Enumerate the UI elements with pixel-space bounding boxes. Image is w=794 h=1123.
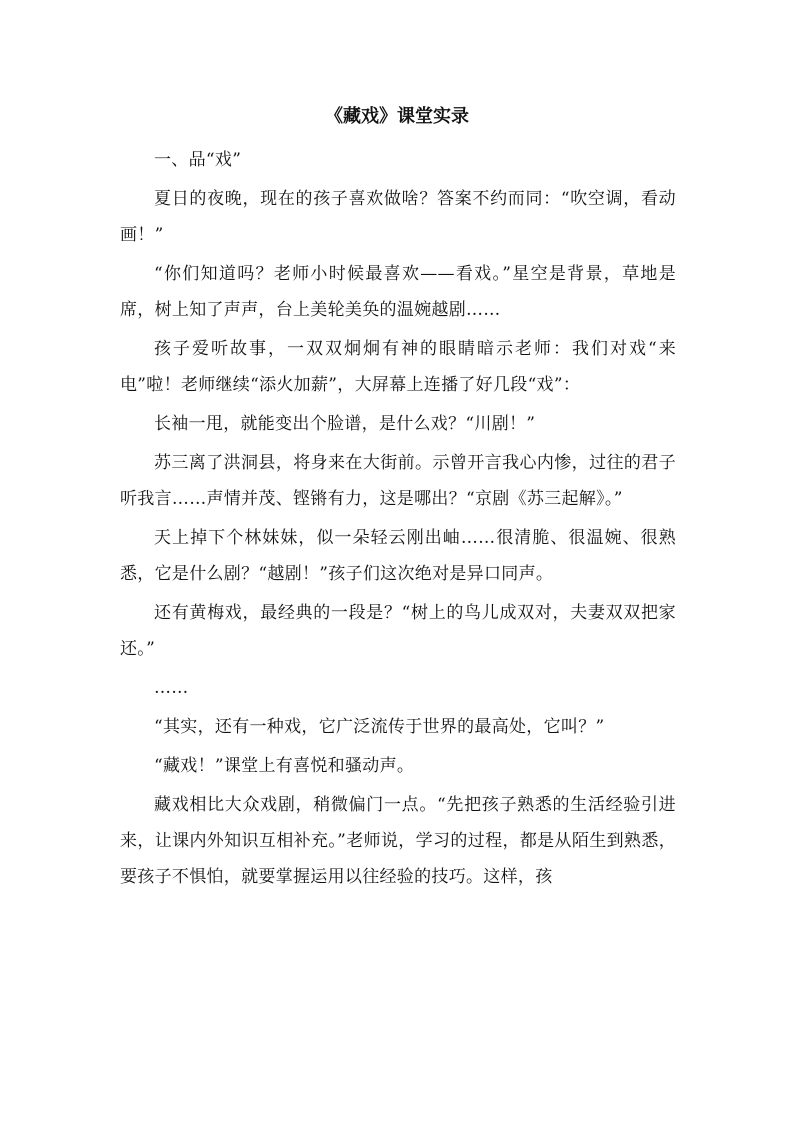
paragraph: 还有黄梅戏，最经典的一段是？“树上的鸟儿成双对，夫妻双双把家还。” xyxy=(120,603,676,659)
section-heading: 一、品“戏” xyxy=(154,150,242,170)
paragraph: 天上掉下个林妹妹，似一朵轻云刚出岫……很清脆、很温婉、很熟悉，它是什么剧？“越剧！”孩子们这次绝对是异口同声。 xyxy=(120,528,676,584)
paragraph: 长袖一甩，就能变出个脸谱，是什么戏？“川剧！” xyxy=(154,414,536,434)
paragraph: “藏戏！”课堂上有喜悦和骚动声。 xyxy=(154,756,415,776)
paragraph: “你们知道吗？老师小时候最喜欢——看戏。”星空是背景，草地是席，树上知了声声，台上美轮美奂的温婉越剧…… xyxy=(120,264,676,320)
ellipsis-line: …… xyxy=(154,678,189,698)
paragraph: 夏日的夜晚，现在的孩子喜欢做啥？答案不约而同：“吹空调，看动画！” xyxy=(120,189,676,245)
document-body xyxy=(120,142,676,898)
paragraph: 苏三离了洪洞县，将身来在大街前。示曾开言我心内惨，过往的君子听我言……声情并茂、铿锵有力，这是哪出？“京剧《苏三起解》。” xyxy=(120,453,676,509)
paragraph: 孩子爱听故事，一双双炯炯有神的眼睛暗示老师：我们对戏“来电”啦！老师继续“添火加薪”，大屏幕上连播了好几段“戏”： xyxy=(120,339,676,395)
page-title: 《藏戏》课堂实录 xyxy=(325,106,469,127)
paragraph: “其实，还有一种戏，它广泛流传于世界的最高处，它叫？” xyxy=(154,717,605,737)
paragraph: 藏戏相比大众戏剧，稍微偏门一点。“先把孩子熟悉的生活经验引进来，让课内外知识互相补充。”老师说，学习的过程，都是从陌生到熟悉，要孩子不惧怕，就要掌握运用以往经验的技巧。这样，孩 xyxy=(120,795,676,887)
